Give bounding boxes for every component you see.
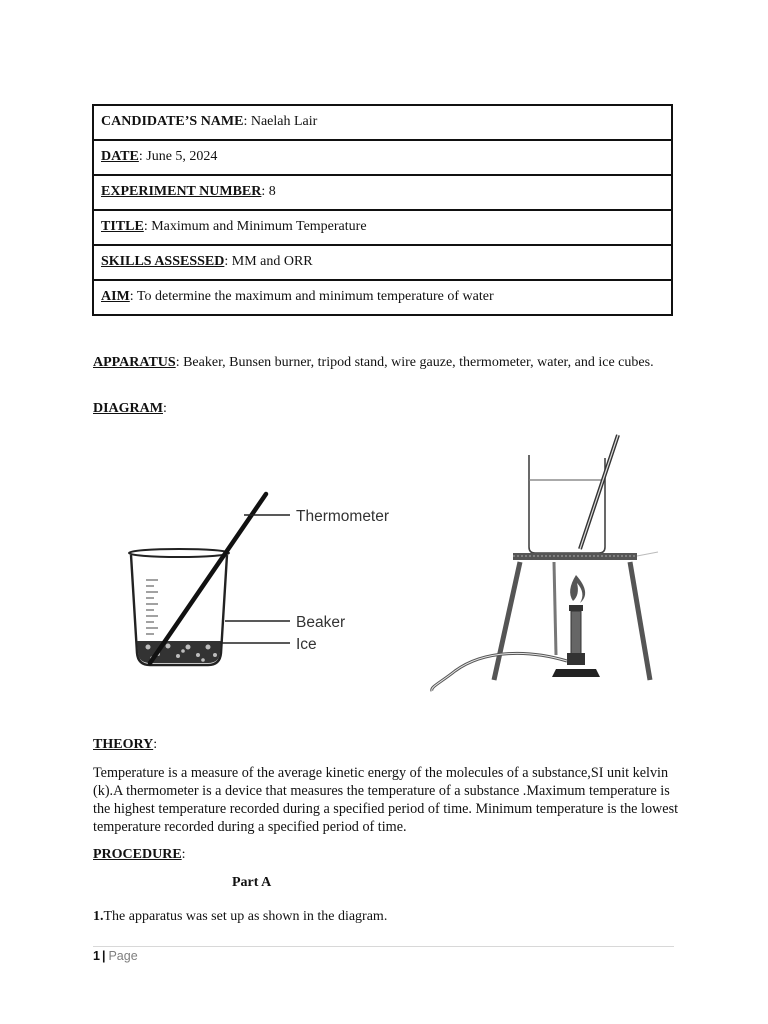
gauze-edge <box>637 552 658 556</box>
date-value: : June 5, 2024 <box>138 149 218 165</box>
apparatus-diagram <box>110 425 670 700</box>
apparatus-paragraph <box>93 354 683 372</box>
tripod-leg-left <box>494 562 520 680</box>
step-1-text: The apparatus was set up as shown in the diagram. <box>103 909 388 924</box>
beaker-with-ice-figure <box>129 494 389 665</box>
experiment-label: EXPERIMENT NUMBER <box>101 184 262 200</box>
step-1-number: 1. <box>93 909 104 924</box>
tripod-leg-right <box>630 562 650 680</box>
tripod-leg-back <box>554 562 556 655</box>
burner-collar <box>569 605 583 611</box>
skills-label: SKILLS ASSESSED <box>101 254 225 270</box>
apparatus-label: APPARATUS <box>93 355 176 370</box>
page-footer <box>93 949 138 963</box>
aim-cell <box>93 280 672 315</box>
procedure-colon: : <box>181 847 186 862</box>
skills-cell <box>93 245 672 280</box>
thermometer-label: Thermometer <box>296 508 390 525</box>
experiment-info-table <box>92 104 673 316</box>
theory-heading <box>93 736 683 754</box>
experiment-value: : 8 <box>261 184 276 200</box>
thermometer-highlight <box>580 435 618 549</box>
title-cell <box>93 210 672 245</box>
heating-setup-figure <box>432 435 658 691</box>
title-value: : Maximum and Minimum Temperature <box>143 219 367 235</box>
diagram-colon: : <box>163 401 167 416</box>
date-label: DATE <box>101 149 139 165</box>
diagram-heading <box>93 400 683 418</box>
burner-tube <box>571 611 581 655</box>
skills-value: : MM and ORR <box>224 254 313 270</box>
aim-row <box>93 280 672 315</box>
experiment-cell <box>93 175 672 210</box>
candidate-cell <box>93 105 672 140</box>
candidate-value: : Naelah Lair <box>243 114 318 130</box>
diagram-label: DIAGRAM <box>93 401 163 416</box>
title-row <box>93 210 672 245</box>
beaker-scale <box>146 580 158 634</box>
theory-colon: : <box>153 737 158 752</box>
part-a-heading: Part A <box>232 875 272 890</box>
beaker-label: Beaker <box>296 614 346 631</box>
date-cell <box>93 140 672 175</box>
date-row <box>93 140 672 175</box>
candidate-label: CANDIDATE’S NAME <box>101 114 244 130</box>
burner-flame <box>570 575 585 603</box>
skills-row <box>93 245 672 280</box>
thermometer-rod <box>150 494 266 663</box>
page-word: Page <box>108 949 138 963</box>
theory-text: Temperature is a measure of the average kinetic energy of the molecules of a substance,SI unit kelvin (k).A thermometer is a device that measures the temperature of a substance .Maximum temperature is the highest temperature recorded during a specified period of time. Minimum temperature is the lowest temperature recorded during a specified period of time. <box>93 765 679 835</box>
procedure-step-1 <box>93 908 683 926</box>
title-label: TITLE <box>101 219 144 235</box>
procedure-heading <box>93 846 683 864</box>
apparatus-text: : Beaker, Bunsen burner, tripod stand, wire gauze, thermometer, water, and ice cubes. <box>175 355 654 370</box>
candidate-row <box>93 105 672 140</box>
procedure-label: PROCEDURE <box>93 847 182 862</box>
burner-base <box>552 669 600 677</box>
beaker-rim <box>129 549 229 557</box>
burner-valve <box>567 653 585 665</box>
ice-label: Ice <box>296 636 317 653</box>
theory-label: THEORY <box>93 737 154 752</box>
page-number: 1 <box>93 949 100 963</box>
aim-label: AIM <box>101 289 130 305</box>
aim-value: : To determine the maximum and minimum temperature of water <box>129 289 494 305</box>
footer-separator: | <box>101 949 106 963</box>
experiment-row <box>93 175 672 210</box>
footer-divider <box>93 946 674 947</box>
